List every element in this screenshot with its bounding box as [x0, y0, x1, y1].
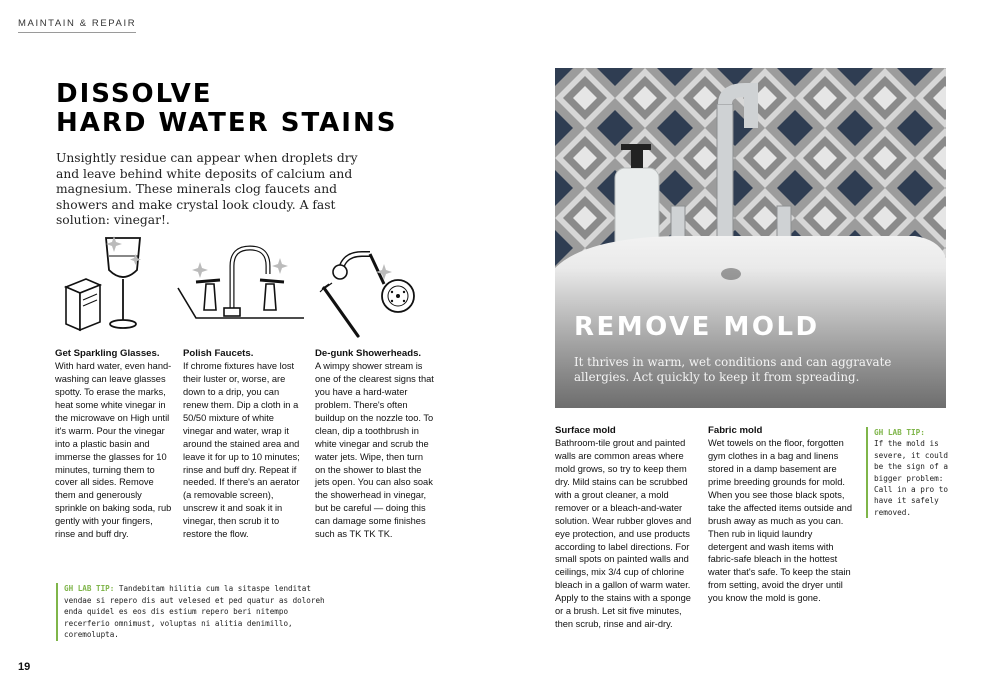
- lab-tip-label: GH LAB TIP:: [874, 428, 925, 437]
- headline-line-2: HARD WATER STAINS: [56, 108, 398, 138]
- lab-tip-callout-right: [866, 427, 954, 518]
- lab-tip-text: If the mold is severe, it could be the sign of a bigger problem: Call in a pro to have it safely removed.: [874, 439, 949, 517]
- wine-glass-and-baking-soda-icon: [62, 232, 152, 332]
- tip-column-glasses: [55, 348, 175, 541]
- tip-title: De-gunk Showerheads.: [315, 348, 422, 359]
- section-divider: [18, 32, 136, 33]
- tip-title: Get Sparkling Glasses.: [55, 348, 160, 359]
- tip-body: With hard water, even hand-washing can leave glasses spotty. To erase the marks, heat some white vinegar in the microwave on High until it's warm. Pour the vinegar into a plastic basin and immerse the glasses for 10 minutes, turning them to cover all sides. Remove them and generously sprinkle on baking soda, rub gently with your fingers, rinse and buff dry.: [55, 361, 172, 540]
- mold-column-fabric: [708, 425, 853, 605]
- mold-section-title: Fabric mold: [708, 425, 763, 436]
- mold-section-body: Wet towels on the floor, forgotten gym clothes in a bag and linens stored in a damp basement are prime breeding grounds for mold. When you see those black spots, take the affected items outside and brush away as much as you can. Then rub in liquid laundry detergent and wash items with fabric-safe bleach in the hottest water that's safe. To keep the stain from setting, avoid the dryer until you know the mold is gone.: [708, 438, 853, 604]
- mold-section-title: Surface mold: [555, 425, 616, 436]
- headline-line-1: DISSOLVE: [56, 79, 213, 109]
- intro-paragraph: Unsightly residue can appear when droplets dry and leave behind white deposits of calcium and magnesium. These minerals clog faucets and showers and make crystal look cloudy. A fast solution: vinegar!.: [56, 151, 358, 228]
- lab-tip-text: Tandebitam hilitia cum la sitaspe lenditat vendae si repero dis aut velesed et ped quatur as doloreh enda quidel es eos dis estium repero beri nitempo recerferio omnimust, voluptas ni alitia denimillo, coremolupta.: [64, 584, 325, 640]
- tip-body: A wimpy shower stream is one of the clearest signs that you have a hard-water problem. There's often buildup on the nozzle too. To clean, dip a toothbrush in white vinegar and scrub the water jets. Wipe, then turn on the shower to blast the jets open. You can also soak the showerhead in vinegar, but be careful — doing this can damage some finishes such as TK TK TK.: [315, 361, 434, 540]
- lab-tip-callout-left: [56, 583, 326, 641]
- tip-column-showerheads: [315, 348, 435, 541]
- lab-tip-label: GH LAB TIP:: [64, 584, 115, 593]
- section-tag: MAINTAIN & REPAIR: [18, 18, 137, 29]
- faucet-icon: [176, 240, 306, 330]
- showerhead-and-toothbrush-icon: [318, 244, 418, 340]
- right-section-title: REMOVE MOLD: [574, 312, 820, 342]
- tip-body: If chrome fixtures have lost their luster or, worse, are down to a drip, you can renew them. Dip a cloth in a 50/50 mixture of white vinegar and water, wrap it around the stained area and leave it for up to 10 minutes; rinse and buff dry. Repeat if needed. If there's an aerator (a removable screen), unscrew it and soak it in vinegar, then scrub it to restore the flow.: [183, 361, 300, 540]
- mold-column-surface: [555, 425, 700, 631]
- tip-title: Polish Faucets.: [183, 348, 254, 359]
- article-headline: [56, 80, 397, 138]
- tip-column-faucets: [183, 348, 303, 541]
- mold-section-body: Bathroom-tile grout and painted walls are common areas where mold grows, so try to keep them dry. Mild stains can be scrubbed with a grout cleaner, a mold remover or a bleach-and-water solution. Wear rubber gloves and eye protection, and use products according to label directions. For small spots on painted walls and ceilings, mix 3/4 cup of chlorine bleach in a gallon of warm water. Apply to the stains with a sponge or a brush. Let sit five minutes, then scrub, rinse and air-dry.: [555, 438, 692, 629]
- page-number: 19: [18, 661, 31, 673]
- right-section-subtitle: It thrives in warm, wet conditions and can aggravate allergies. Act quickly to keep it from spreading.: [574, 355, 892, 385]
